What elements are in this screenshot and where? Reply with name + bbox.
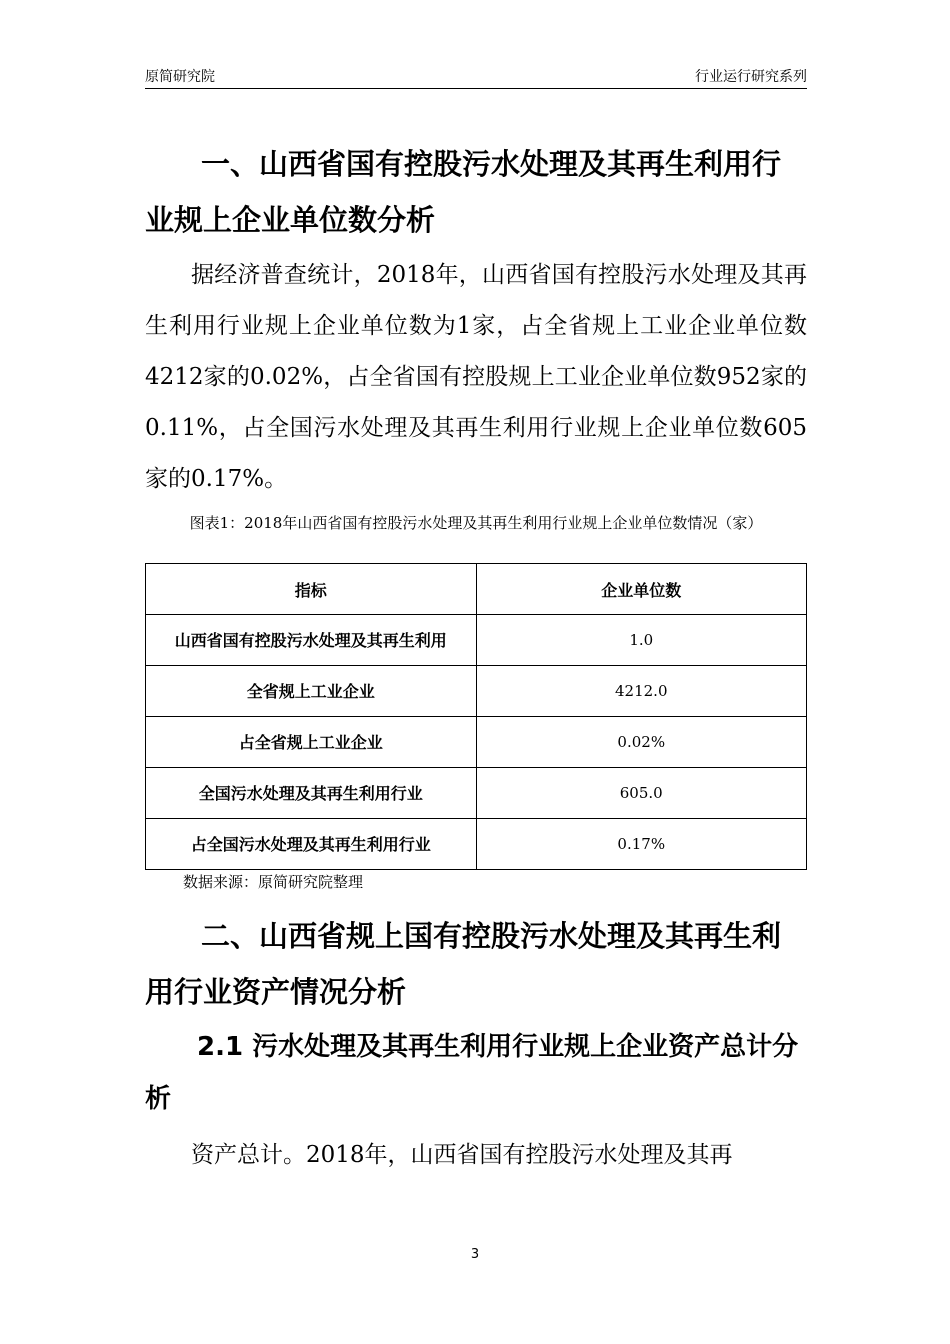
section2-paragraph: 资产总计。2018年，山西省国有控股污水处理及其再 [191, 1142, 733, 1168]
section1-title-text: 一、山西省国有控股污水处理及其再生利用行业规上企业单位数分析 [145, 147, 782, 237]
header-series-name: 行业运行研究系列 [695, 69, 807, 85]
table-row [146, 819, 807, 870]
table-header-indicator: 指标 [146, 564, 477, 615]
section2-title-text: 二、山西省规上国有控股污水处理及其再生利用行业资产情况分析 [145, 919, 782, 1009]
subsection-2-1-title-text: 2.1 污水处理及其再生利用行业规上企业资产总计分析 [145, 1032, 799, 1114]
table-header-count: 企业单位数 [476, 564, 807, 615]
table-row [146, 768, 807, 819]
table-row-label: 全省规上工业企业 [146, 666, 477, 717]
table-row-label: 山西省国有控股污水处理及其再生利用 [146, 615, 477, 666]
page-header [145, 66, 807, 89]
table-caption: 图表1：2018年山西省国有控股污水处理及其再生利用行业规上企业单位数情况（家） [189, 514, 763, 532]
header-org-name: 原简研究院 [145, 69, 215, 85]
table-row-value: 1.0 [476, 615, 807, 666]
table-row-value: 605.0 [476, 768, 807, 819]
table-row-value: 0.17% [476, 819, 807, 870]
table-row [146, 717, 807, 768]
subsection-2-1-title [145, 1021, 807, 1125]
section2-title [145, 908, 807, 1020]
data-table [145, 563, 807, 870]
table-row-value: 0.02% [476, 717, 807, 768]
table-header-row [146, 564, 807, 615]
section1-paragraph: 据经济普查统计，2018年，山西省国有控股污水处理及其再生利用行业规上企业单位数为1家，占全省规上工业企业单位数4212家的0.02%，占全省国有控股规上工业企业单位数952家的0.11%，占全国污水处理及其再生利用行业规上企业单位数605家的0.17%。 [145, 262, 807, 492]
section1-title [145, 136, 807, 248]
table-row-label: 全国污水处理及其再生利用行业 [146, 768, 477, 819]
table-source-note: 数据来源：原简研究院整理 [183, 873, 364, 891]
table-row-value: 4212.0 [476, 666, 807, 717]
table-row [146, 615, 807, 666]
page-number: 3 [470, 1247, 480, 1262]
table-row-label: 占全国污水处理及其再生利用行业 [146, 819, 477, 870]
table-row [146, 666, 807, 717]
table-row-label: 占全省规上工业企业 [146, 717, 477, 768]
